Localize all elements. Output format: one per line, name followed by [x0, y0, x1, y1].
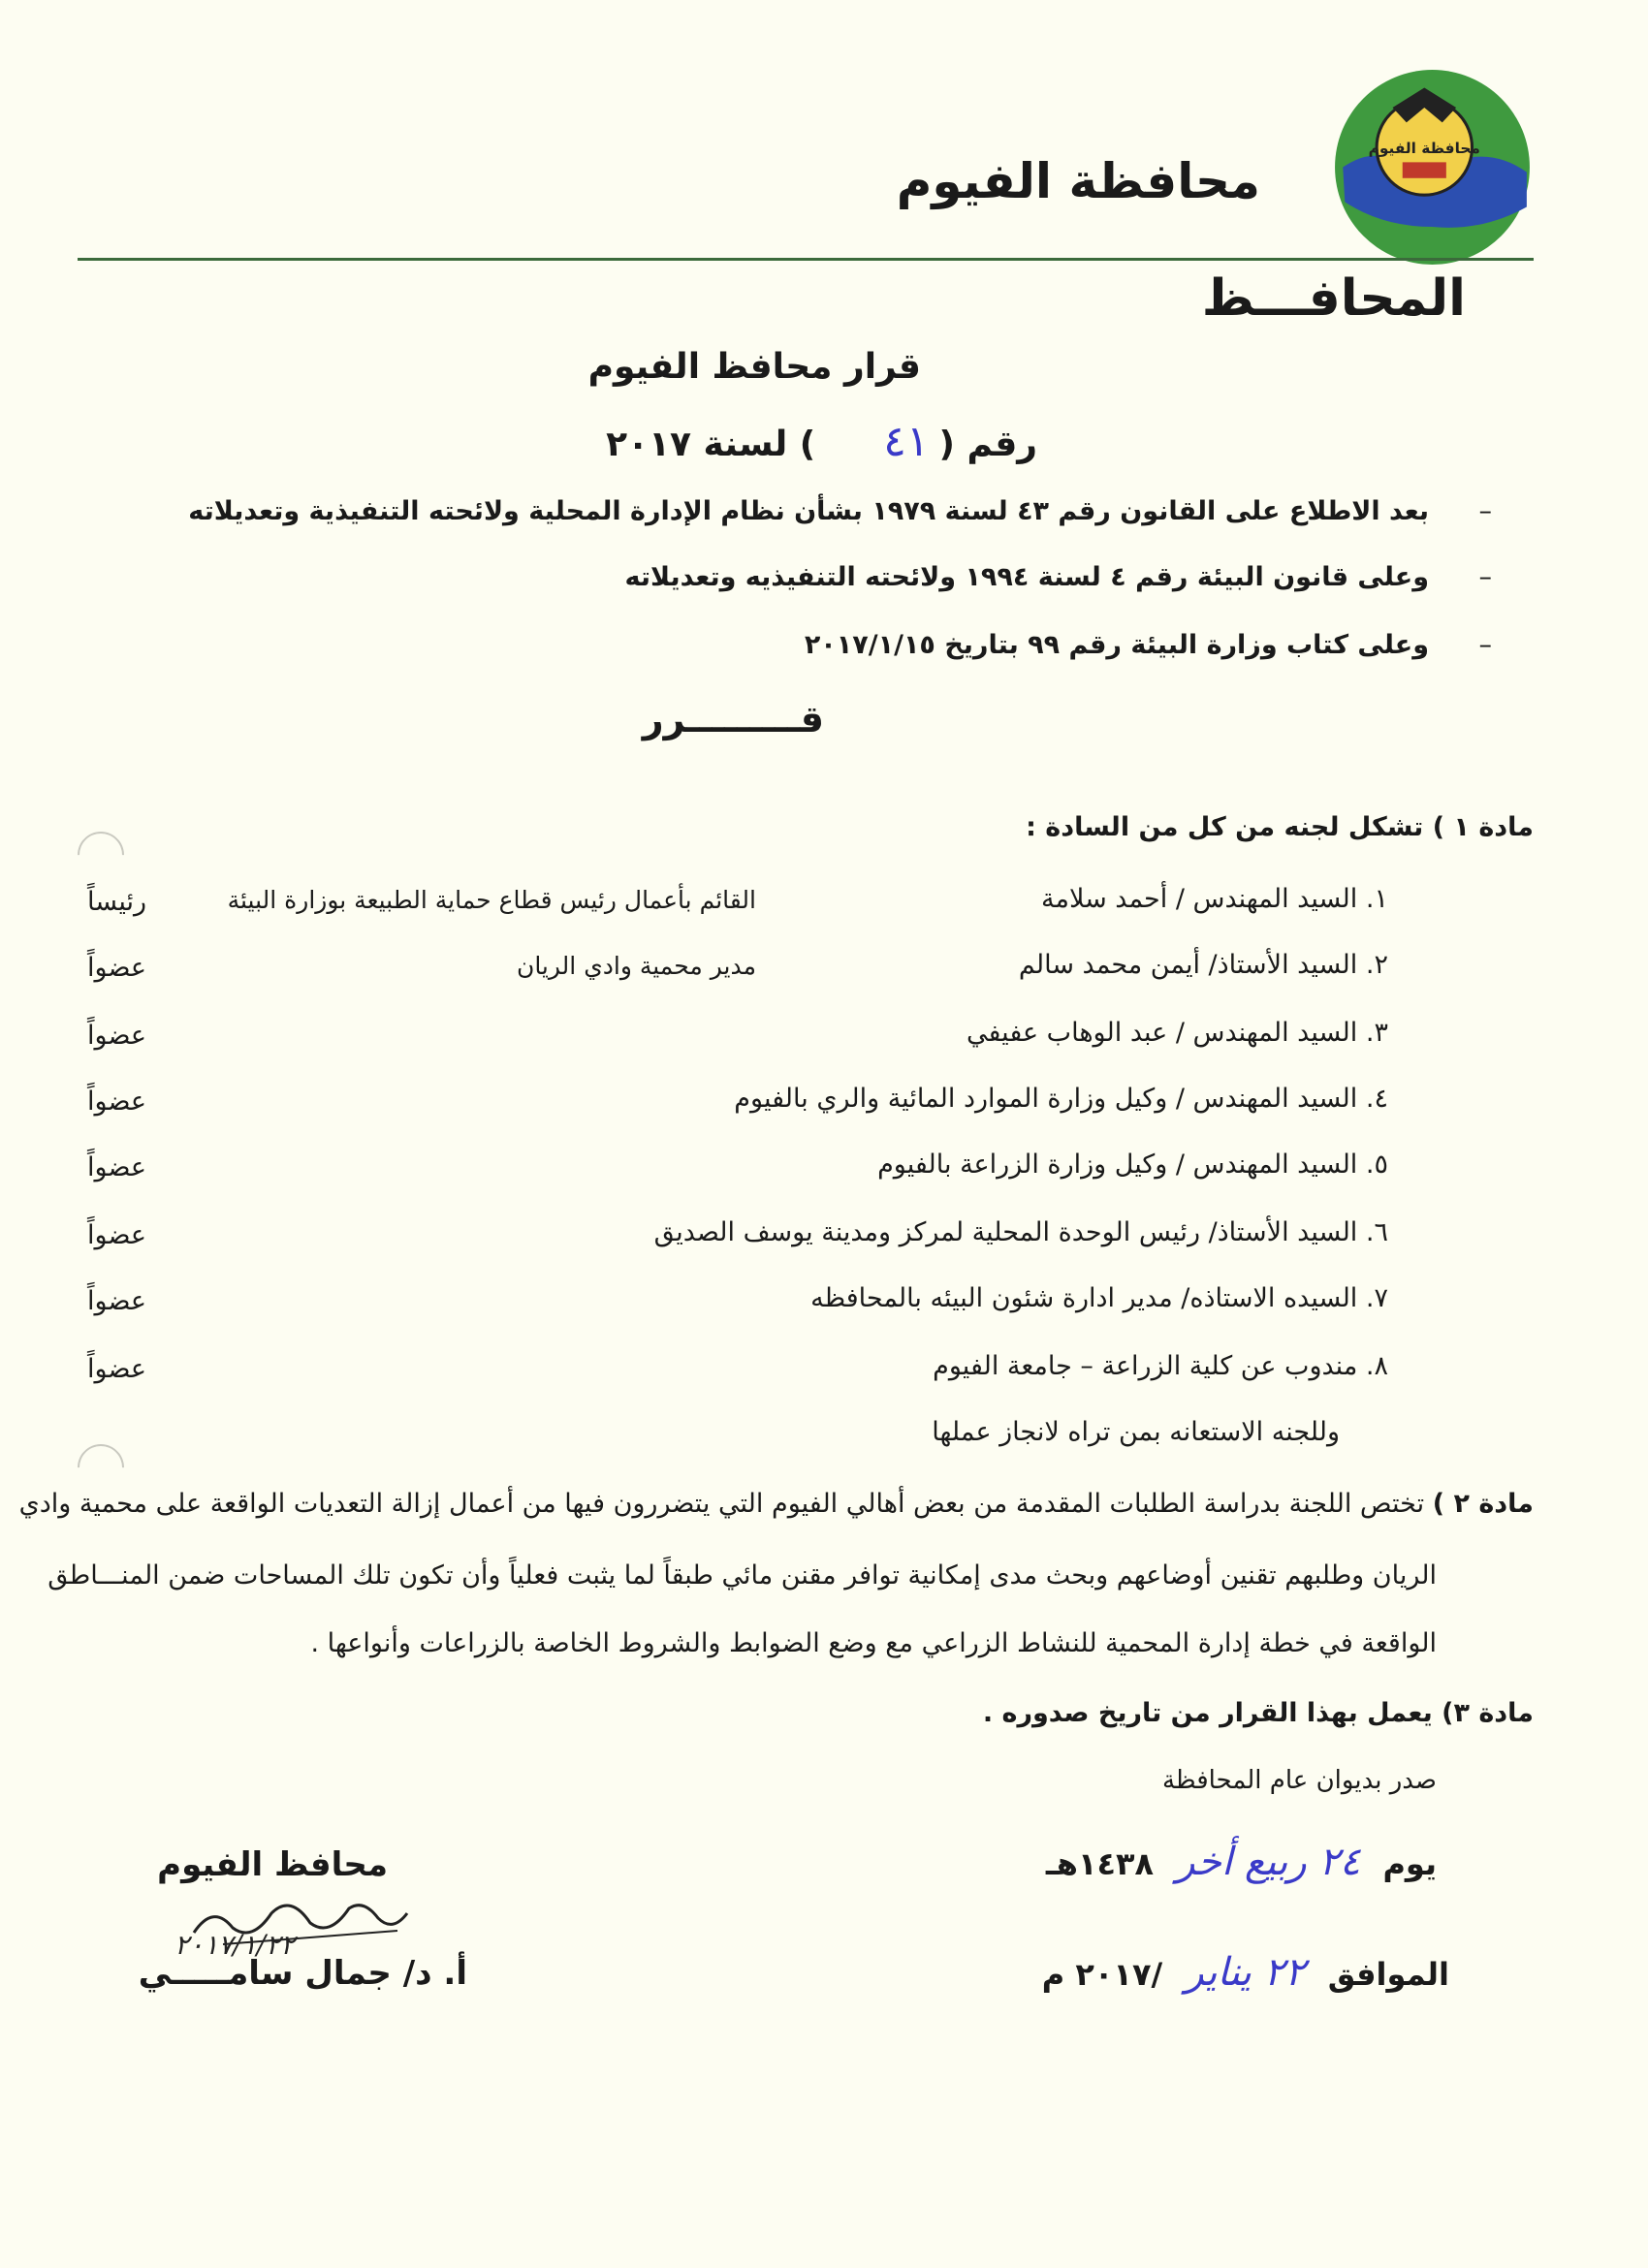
member-1-name: ١. السيد المهندس / أحمد سلامة: [1041, 884, 1388, 914]
member-2-role: مدير محمية وادي الريان: [516, 952, 756, 980]
member-6-status: عضواً: [87, 1220, 146, 1250]
header-divider: [78, 258, 1534, 261]
member-2-status: عضواً: [87, 953, 146, 983]
year-label: ) لسنة ٢٠١٧: [606, 425, 816, 464]
decided-heading: قـــــــــرر: [642, 698, 824, 740]
governorate-logo: [1333, 68, 1532, 267]
member-5-status: عضواً: [87, 1152, 146, 1182]
gregorian-date: الموافق ٢٢ يناير /٢٠١٧ م: [1041, 1950, 1449, 1995]
decree-number-line: [606, 417, 1037, 466]
member-6-name: ٦. السيد الأستاذ/ رئيس الوحدة المحلية لمركز ومدينة يوسف الصديق: [653, 1217, 1388, 1247]
decree-title: قرار محافظ الفيوم: [587, 347, 921, 387]
member-2-name: ٢. السيد الأستاذ/ أيمن محمد سالم: [1018, 950, 1388, 980]
member-5-name: ٥. السيد المهندس / وكيل وزارة الزراعة بالفيوم: [877, 1150, 1388, 1180]
member-1-role: القائم بأعمال رئيس قطاع حماية الطبيعة بوزارة البيئة: [227, 886, 756, 914]
logo-text: محافظة الفيوم: [1368, 140, 1480, 158]
number-label: رقم (: [938, 425, 1037, 464]
committee-note: وللجنه الاستعانه بمن تراه لانجاز عملها: [932, 1417, 1340, 1447]
issued-at: صدر بديوان عام المحافظة: [1161, 1766, 1437, 1795]
article-2-line-2: الريان وطلبهم تقنين أوضاعهم وبحث مدى إمكانية توافر مقنن مائي طبقاً لما يثبت فعلياً وأن تكون تلك المساحات ضمن المنـــاطق: [48, 1560, 1437, 1591]
hijri-date: يوم ٢٤ ربيع أخر ١٤٣٨هـ: [1045, 1840, 1437, 1884]
governor-name: أ. د/ جمال سامـــــي: [138, 1954, 467, 1993]
member-8-status: عضواً: [87, 1354, 146, 1384]
member-8-name: ٨. مندوب عن كلية الزراعة – جامعة الفيوم: [933, 1351, 1388, 1381]
governorate-name: محافظة الفيوم: [896, 153, 1260, 209]
member-3-status: عضواً: [87, 1021, 146, 1051]
hijri-handwritten: ٢٤ ربيع أخر: [1176, 1840, 1361, 1884]
gregorian-handwritten: ٢٢ يناير: [1185, 1950, 1306, 1995]
signature-date: ٢٠١٧/١/٢٢: [174, 1929, 296, 1961]
member-7-status: عضواً: [87, 1286, 146, 1316]
member-7-name: ٧. السيده الاستاذه/ مدير ادارة شئون البيئه بالمحافظه: [810, 1283, 1388, 1313]
decree-number: ٤١: [883, 417, 930, 466]
article-1-heading: مادة ١ ) تشكل لجنه من كل من السادة :: [1026, 812, 1534, 842]
member-1-status: رئيساً: [87, 887, 147, 917]
signature-title: محافظ الفيوم: [157, 1845, 388, 1884]
preamble-2: – وعلى قانون البيئة رقم ٤ لسنة ١٩٩٤ ولائحته التنفيذيه وتعديلاته: [624, 562, 1492, 592]
member-4-status: عضواً: [87, 1087, 146, 1117]
member-4-name: ٤. السيد المهندس / وكيل وزارة الموارد المائية والري بالفيوم: [734, 1084, 1388, 1114]
preamble-3: – وعلى كتاب وزارة البيئة رقم ٩٩ بتاريخ ٢٠١٧/١/١٥: [804, 630, 1492, 660]
office-title: المحافـــظ: [1201, 269, 1466, 328]
article-2-line-1: مادة ٢ ) تختص اللجنة بدراسة الطلبات المقدمة من بعض أهالي الفيوم التي يتضررون فيها من أعمال إزالة التعديات الواقعة على محمية وادي: [18, 1489, 1534, 1519]
article-3: مادة ٣) يعمل بهذا القرار من تاريخ صدوره .: [982, 1698, 1534, 1728]
punch-hole: [68, 822, 134, 888]
preamble-1: – بعد الاطلاع على القانون رقم ٤٣ لسنة ١٩٧٩ بشأن نظام الإدارة المحلية ولائحته التنفيذية وتعديلاته: [188, 496, 1492, 526]
member-3-name: ٣. السيد المهندس / عبد الوهاب عفيفي: [967, 1018, 1388, 1048]
article-2-line-3: الواقعة في خطة إدارة المحمية للنشاط الزراعي مع وضع الضوابط والشروط الخاصة بالزراعات وأنواعها .: [310, 1628, 1437, 1658]
